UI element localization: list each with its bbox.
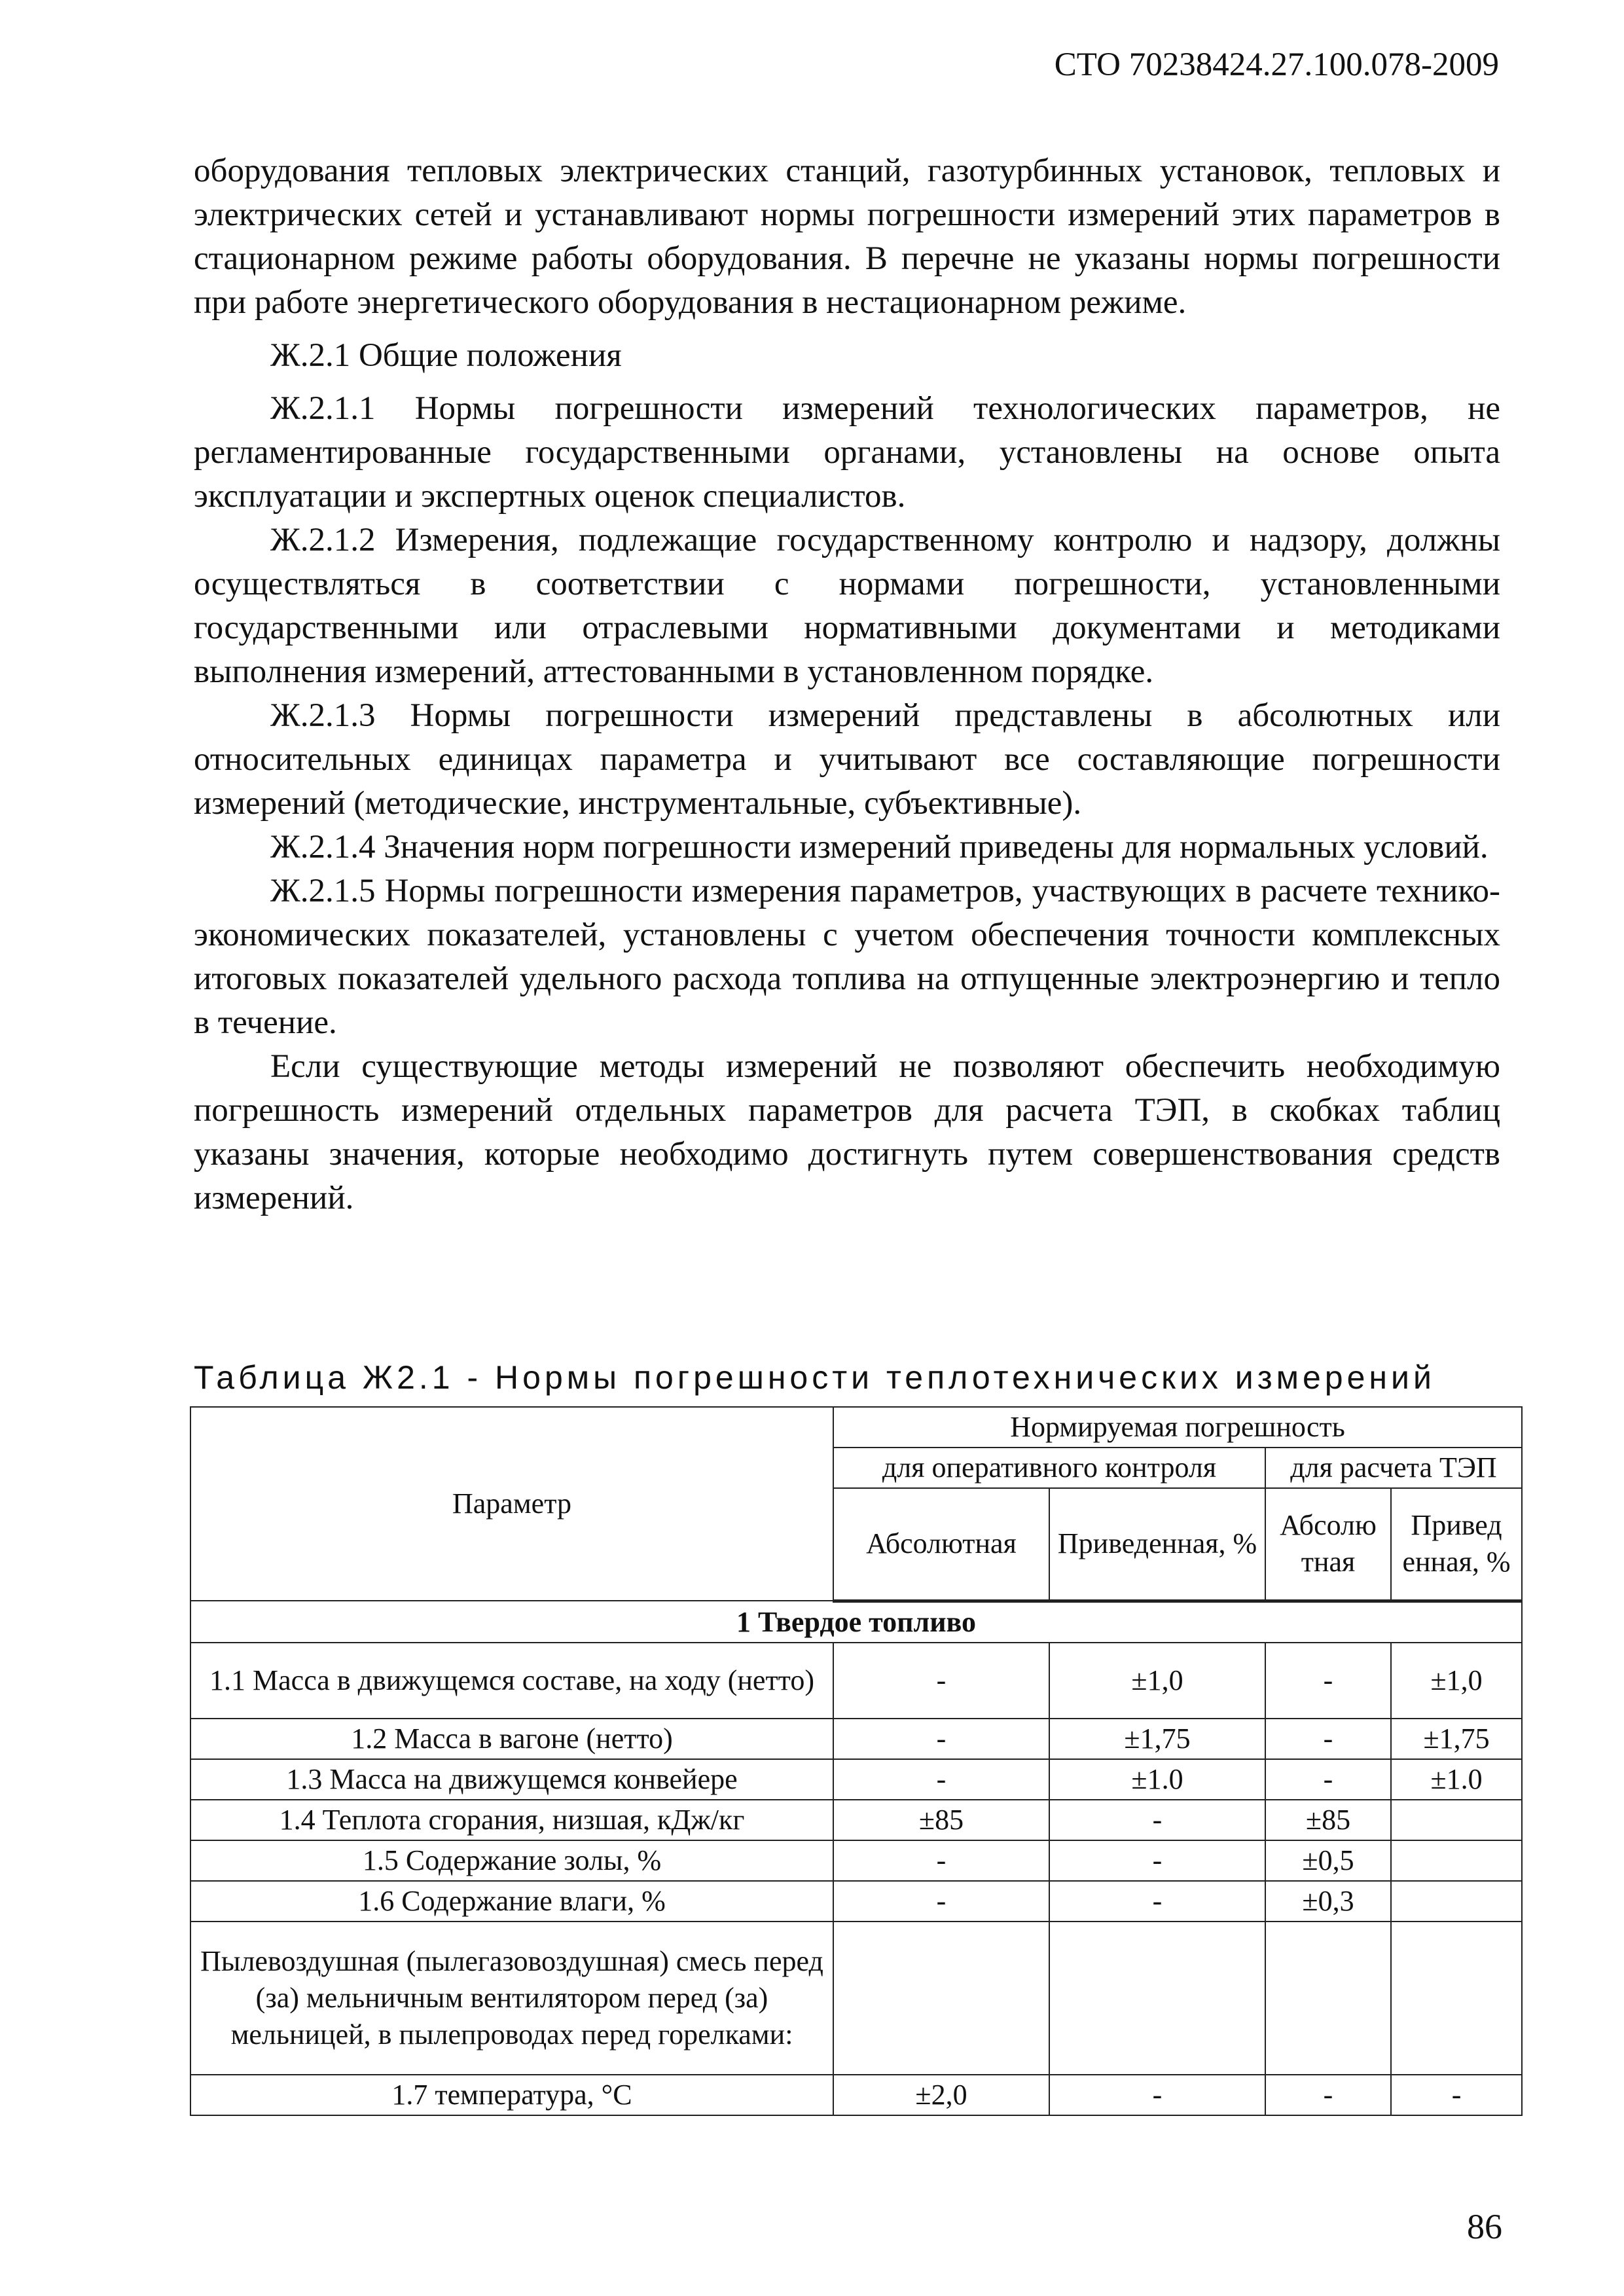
- cell-parameter: 1.6 Содержание влаги, %: [190, 1881, 833, 1922]
- table-row: [190, 1800, 1522, 1840]
- cell-value: -: [1265, 1759, 1391, 1800]
- paragraph-intro: оборудования тепловых электрических станций, газотурбинных установок, тепловых и электрических сетей и устанавливают нормы погрешности измерений этих параметров в стационарном режиме работы оборудования. В перечне не указаны нормы погрешности при работе энергетического оборудования в нестационарном режиме.: [194, 153, 1500, 321]
- cell-value: ±1,0: [1391, 1643, 1522, 1719]
- paragraph-zh-2-1-2: Ж.2.1.2 Измерения, подлежащие государственному контролю и надзору, должны осуществляться в соответствии с нормами погрешности, установленными государственными или отраслевыми нормативными документами и методиками выполнения измерений, аттестованными в установленном порядке.: [194, 522, 1500, 690]
- cell-value: -: [1265, 1643, 1391, 1719]
- header-absolute-tep: Абсолю тная: [1265, 1488, 1391, 1601]
- cell-value: ±2,0: [833, 2075, 1049, 2115]
- cell-value: -: [1049, 2075, 1265, 2115]
- table-row: [190, 1840, 1522, 1881]
- header-reduced: Приведенная, %: [1049, 1488, 1265, 1601]
- paragraph-zh-2-1-1: Ж.2.1.1 Нормы погрешности измерений технологических параметров, не регламентированные государственными органами, установлены на основе опыта эксплуатации и экспертных оценок специалистов.: [194, 390, 1500, 515]
- cell-value: -: [1049, 1800, 1265, 1840]
- cell-value: ±1.0: [1391, 1759, 1522, 1800]
- paragraph-zh-2-1-4: Ж.2.1.4 Значения норм погрешности измерений приведены для нормальных условий.: [270, 829, 1489, 866]
- table-row: [190, 1922, 1522, 2075]
- cell-parameter: 1.4 Теплота сгорания, низшая, кДж/кг: [190, 1800, 833, 1840]
- cell-value: ±0,5: [1265, 1840, 1391, 1881]
- cell-value: -: [833, 1643, 1049, 1719]
- norms-table: [190, 1406, 1523, 2116]
- section-solid-fuel: 1 Твердое топливо: [190, 1601, 1522, 1643]
- header-tep: для расчета ТЭП: [1265, 1448, 1522, 1488]
- cell-value: -: [1049, 1881, 1265, 1922]
- cell-parameter: 1.7 температура, °С: [190, 2075, 833, 2115]
- cell-value: -: [1391, 2075, 1522, 2115]
- table-row: [190, 1643, 1522, 1719]
- body-text: [194, 149, 1500, 1220]
- cell-value: -: [1049, 1840, 1265, 1881]
- table-row: [190, 1759, 1522, 1800]
- cell-value: [1049, 1922, 1265, 2075]
- cell-value: ±1,0: [1049, 1643, 1265, 1719]
- cell-value: ±85: [1265, 1800, 1391, 1840]
- header-operational: для оперативного контроля: [833, 1448, 1265, 1488]
- page-number: 86: [1467, 2207, 1502, 2246]
- cell-value: -: [1265, 1719, 1391, 1759]
- cell-value: -: [1265, 2075, 1391, 2115]
- paragraph-note: Если существующие методы измерений не позволяют обеспечить необходимую погрешность измерений отдельных параметров для расчета ТЭП, в скобках таблиц указаны значения, которые необходимо достигнуть путем совершенствования средств измерений.: [194, 1048, 1500, 1216]
- table-row: [190, 2075, 1522, 2115]
- paragraph-zh-2-1-5: Ж.2.1.5 Нормы погрешности измерения параметров, участвующих в расчете технико-экономических показателей, установлены с учетом обеспечения точности комплексных итоговых показателей удельного расхода топлива на отпущенные электроэнергию и тепло в течение.: [194, 873, 1500, 1041]
- table-section-row: [190, 1601, 1522, 1643]
- table-row: [190, 1719, 1522, 1759]
- cell-value: -: [833, 1759, 1049, 1800]
- cell-parameter: 1.3 Масса на движущемся конвейере: [190, 1759, 833, 1800]
- document-code: СТО 70238424.27.100.078-2009: [1054, 46, 1499, 83]
- table-caption: Таблица Ж2.1 - Нормы погрешности теплотехнических измерений: [194, 1359, 1435, 1396]
- table-row: [190, 1881, 1522, 1922]
- cell-value: ±0,3: [1265, 1881, 1391, 1922]
- header-absolute: Абсолютная: [833, 1488, 1049, 1601]
- paragraph-zh-2-1-3: Ж.2.1.3 Нормы погрешности измерений представлены в абсолютных или относительных единицах параметра и учитывают все составляющие погрешности измерений (методические, инструментальные, субъективные).: [194, 697, 1500, 822]
- cell-value: [1265, 1922, 1391, 2075]
- section-heading-general: Ж.2.1 Общие положения: [270, 337, 622, 374]
- header-reduced-tep: Привед енная, %: [1391, 1488, 1522, 1601]
- cell-value: -: [833, 1881, 1049, 1922]
- cell-value: [1391, 1881, 1522, 1922]
- cell-value: ±1.0: [1049, 1759, 1265, 1800]
- cell-value: ±1,75: [1049, 1719, 1265, 1759]
- table-header-row: [190, 1407, 1522, 1448]
- header-parameter: Параметр: [190, 1407, 833, 1601]
- cell-parameter: 1.5 Содержание золы, %: [190, 1840, 833, 1881]
- cell-value: [833, 1922, 1049, 2075]
- cell-value: [1391, 1922, 1522, 2075]
- cell-value: -: [833, 1840, 1049, 1881]
- cell-parameter: 1.2 Масса в вагоне (нетто): [190, 1719, 833, 1759]
- cell-value: [1391, 1840, 1522, 1881]
- cell-value: [1391, 1800, 1522, 1840]
- cell-parameter: 1.1 Масса в движущемся составе, на ходу (нетто): [190, 1643, 833, 1719]
- cell-value: -: [833, 1719, 1049, 1759]
- cell-parameter: Пылевоздушная (пылегазовоздушная) смесь перед (за) мельничным вентилятором перед (за) мельницей, в пылепроводах перед горелками:: [190, 1922, 833, 2075]
- cell-value: ±85: [833, 1800, 1049, 1840]
- header-normalized-error: Нормируемая погрешность: [833, 1407, 1522, 1448]
- cell-value: ±1,75: [1391, 1719, 1522, 1759]
